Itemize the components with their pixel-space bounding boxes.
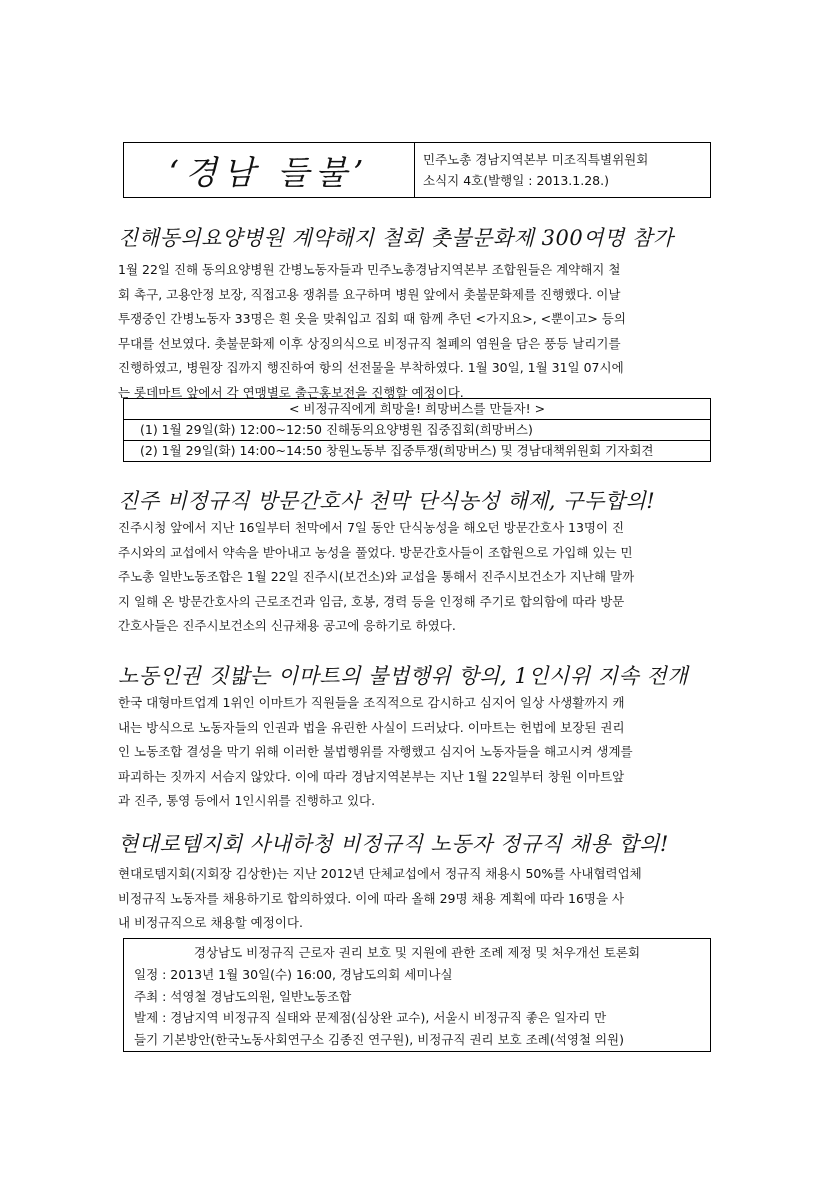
article-line: 는 롯데마트 앞에서 각 연맹별로 출근홍보전을 진행할 예정이다. xyxy=(118,384,464,400)
article-line: 지 일해 온 방문간호사의 근로조건과 임금, 호봉, 경력 등을 인정해 주기로 합의함에 따라 방문 xyxy=(118,593,625,609)
forum-box xyxy=(123,938,711,1052)
forum-line: 일정 : 2013년 1월 30일(수) 16:00, 경남도의회 세미나실 xyxy=(134,967,453,982)
article-line: 진주시청 앞에서 지난 16일부터 천막에서 7일 동안 단식농성을 해오던 방문간호사 13명이 진 xyxy=(118,520,625,535)
article-line: 과 진주, 통영 등에서 1인시위를 진행하고 있다. xyxy=(118,793,376,808)
article-1-headline: 진해동의요양병원 계약해지 철회 촛불문화제 300여명 참가 xyxy=(118,226,674,250)
hope-bus-box xyxy=(123,398,711,462)
article-3-body xyxy=(118,691,718,814)
article-line: 파괴하는 짓까지 서슴지 않았다. 이에 따라 경남지역본부는 지난 1월 22일부터 창원 이마트앞 xyxy=(118,768,625,784)
article-line: 내는 방식으로 노동자들의 인권과 법을 유린한 사실이 드러났다. 이마트는 헌법에 보장된 권리 xyxy=(118,719,625,735)
forum-line: 발제 : 경남지역 비정규직 실태와 문제점(심상완 교수), 서울시 비정규직 좋은 일자리 만 xyxy=(134,1010,607,1025)
article-line: 진행하였고, 병원장 집까지 행진하여 항의 선전물을 부착하였다. 1월 30일, 1월 31일 07시에 xyxy=(118,360,624,375)
article-3-headline: 노동인권 짓밟는 이마트의 불법행위 항의, 1인시위 지속 전개 xyxy=(118,664,689,688)
organization-line: 민주노총 경남지역본부 미조직특별위원회 xyxy=(423,152,649,167)
forum-line: 들기 기본방안(한국노동사회연구소 김종진 연구원), 비정규직 권리 보호 조례(석영철 의원) xyxy=(134,1031,624,1047)
hope-bus-row: (2) 1월 29일(화) 14:00~14:50 창원노동부 집중투쟁(희망버스) 및 경남대책위원회 기자회견 xyxy=(124,440,710,461)
article-line: 1월 22일 진해 동의요양병원 간병노동자들과 민주노총경남지역본부 조합원들은 계약해지 철 xyxy=(118,262,621,277)
article-line: 투쟁중인 간병노동자 33명은 흰 옷을 맞춰입고 집회 때 함께 추던 <가지요>, <뿐이고> 등의 xyxy=(118,311,626,326)
article-line: 간호사들은 진주시보건소의 신규채용 공고에 응하기로 하였다. xyxy=(118,618,456,633)
forum-line: 주최 : 석영철 경남도의원, 일반노동조합 xyxy=(134,988,352,1004)
article-2-headline: 진주 비정규직 방문간호사 천막 단식농성 해제, 구두합의! xyxy=(118,489,656,513)
article-line: 현대로템지회(지회장 김상한)는 지난 2012년 단체교섭에서 정규직 채용시 50%를 사내협력업체 xyxy=(118,866,642,881)
article-line: 무대를 선보였다. 촛불문화제 이후 상징의식으로 비정규직 철폐의 염원을 담은 풍등 날리기를 xyxy=(118,335,621,351)
article-line: 인 노동조합 결성을 막기 위해 이러한 불법행위를 자행했고 심지어 노동자들을 해고시켜 생계를 xyxy=(118,744,633,759)
article-4-body xyxy=(118,862,718,936)
article-line: 내 비정규직으로 채용할 예정이다. xyxy=(118,915,303,930)
article-2-body xyxy=(118,516,718,639)
newsletter-title: ‘경남 들불’ xyxy=(124,143,415,197)
article-line: 한국 대형마트업계 1위인 이마트가 직원들을 조직적으로 감시하고 심지어 일상 사생활까지 캐 xyxy=(118,695,625,710)
article-line: 회 촉구, 고용안정 보장, 직접고용 쟁취를 요구하며 병원 앞에서 촛불문화제를 진행했다. 이날 xyxy=(118,286,621,302)
article-4-headline: 현대로템지회 사내하청 비정규직 노동자 정규직 채용 합의! xyxy=(118,832,669,856)
forum-title: 경상남도 비정규직 근로자 권리 보호 및 지원에 관한 조례 제정 및 처우개선 토론회 xyxy=(193,945,641,960)
article-line: 주노총 일반노동조합은 1월 22일 진주시(보건소)와 교섭을 통해서 진주시보건소가 지난해 말까 xyxy=(118,569,635,584)
masthead xyxy=(123,142,711,198)
issue-line: 소식지 4호(발행일 : 2013.1.28.) xyxy=(423,173,609,188)
article-1-body xyxy=(118,258,718,405)
hope-bus-row: (1) 1월 29일(화) 12:00~12:50 진해동의요양병원 집중집회(희망버스) xyxy=(124,419,710,440)
masthead-info xyxy=(415,143,710,197)
article-line: 주시와의 교섭에서 약속을 받아내고 농성을 풀었다. 방문간호사들이 조합원으로 가입해 있는 민 xyxy=(118,544,633,560)
hope-bus-title: < 비정규직에게 희망을! 희망버스를 만들자! > xyxy=(288,401,546,416)
article-line: 비정규직 노동자를 채용하기로 합의하였다. 이에 따라 올해 29명 채용 계획에 따라 16명을 사 xyxy=(118,890,625,906)
